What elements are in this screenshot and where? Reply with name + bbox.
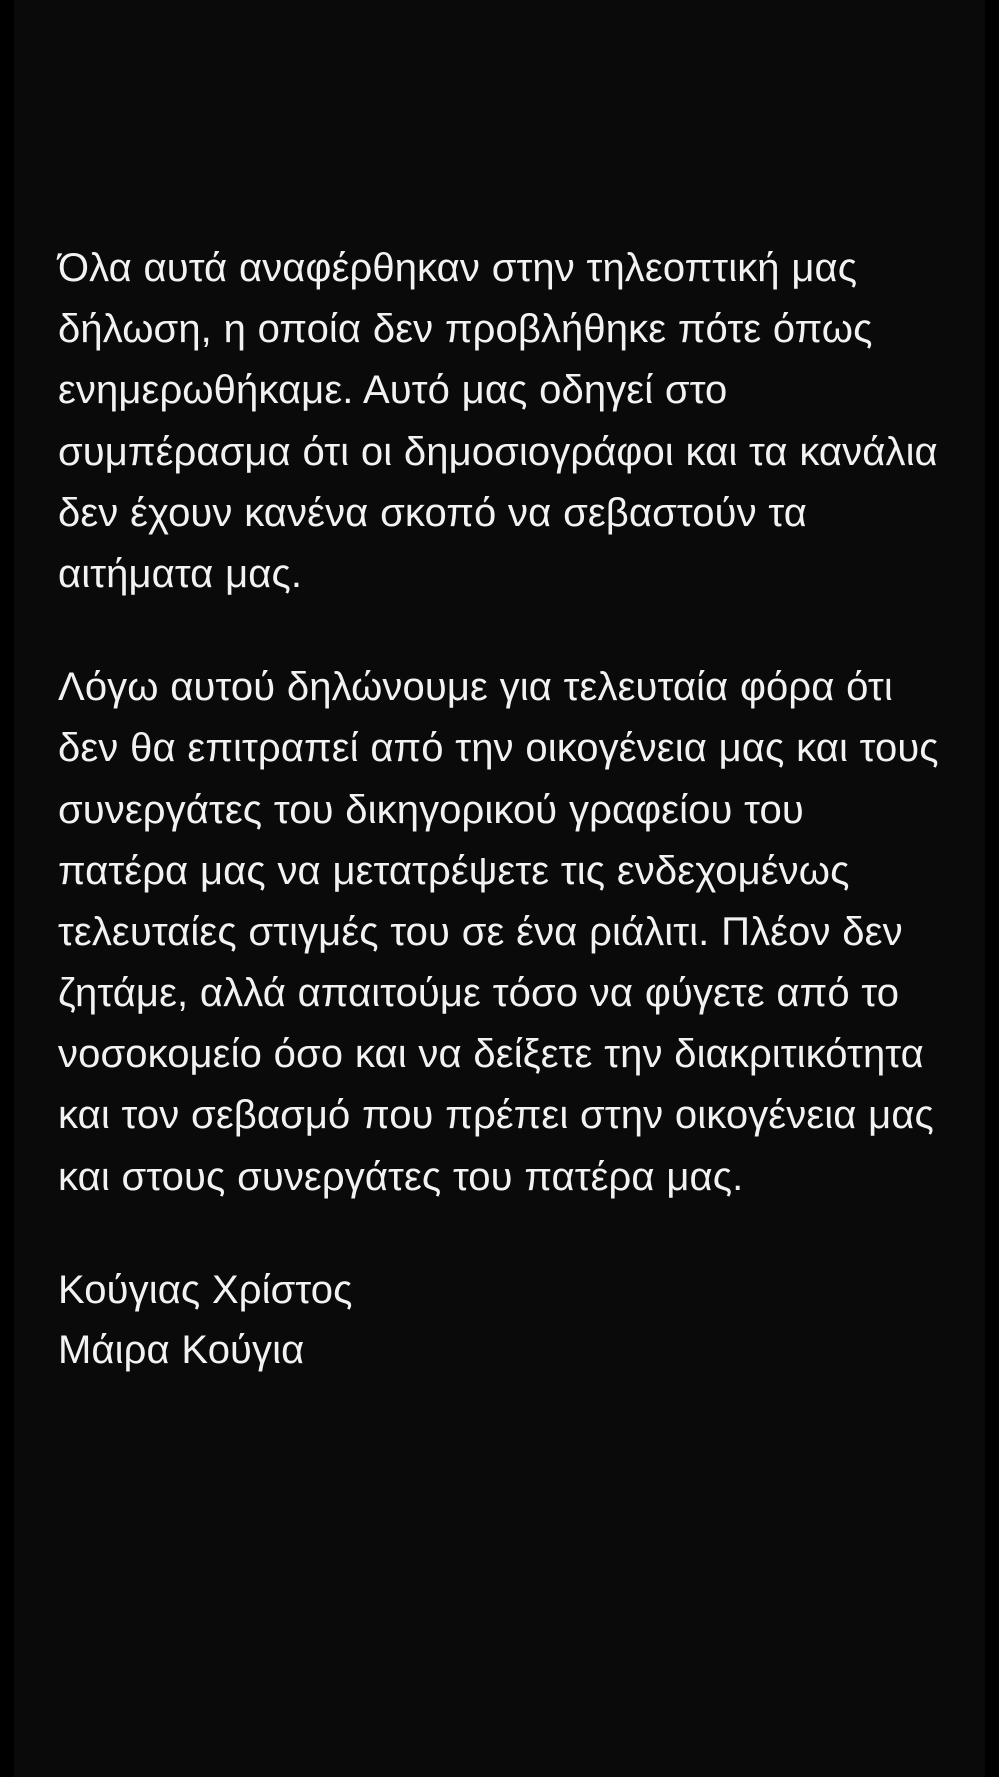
statement-text-block bbox=[58, 238, 951, 1380]
right-gutter bbox=[985, 0, 999, 1777]
signature-name-1: Κούγιας Χρίστος bbox=[58, 1267, 353, 1312]
left-gutter bbox=[0, 0, 14, 1777]
statement-paragraph-2: Λόγω αυτού δηλώνουμε για τελευταία φόρα ότι δεν θα επιτραπεί από την οικογένεια μας και τους συνεργάτες του δικηγορικού γραφείου του πατέρα μας να μετατρέψετε τις ενδεχομένως τελευταίες στιγμές του σε ένα ριάλιτι. Πλέον δεν ζητάμε, αλλά απαιτούμε τόσο να φύγετε από το νοσοκομείο όσο και να δείξετε την διακριτικότητα και τον σεβασμό που πρέπει στην οικογένεια μας και στους συνεργάτες του πατέρα μας. bbox=[58, 665, 951, 1199]
signature-block bbox=[58, 1260, 941, 1380]
signature-name-2: Μάιρα Κούγια bbox=[58, 1327, 305, 1372]
statement-paragraph-1: Όλα αυτά αναφέρθηκαν στην τηλεοπτική μας δήλωση, η οποία δεν προβλήθηκε πότε όπως ενημερωθήκαμε. Αυτό μας οδηγεί στο συμπέρασμα ότι οι δημοσιογράφοι και τα κανάλια δεν έχουν κανένα σκοπό να σεβαστούν τα αιτήματα μας. bbox=[58, 246, 950, 596]
